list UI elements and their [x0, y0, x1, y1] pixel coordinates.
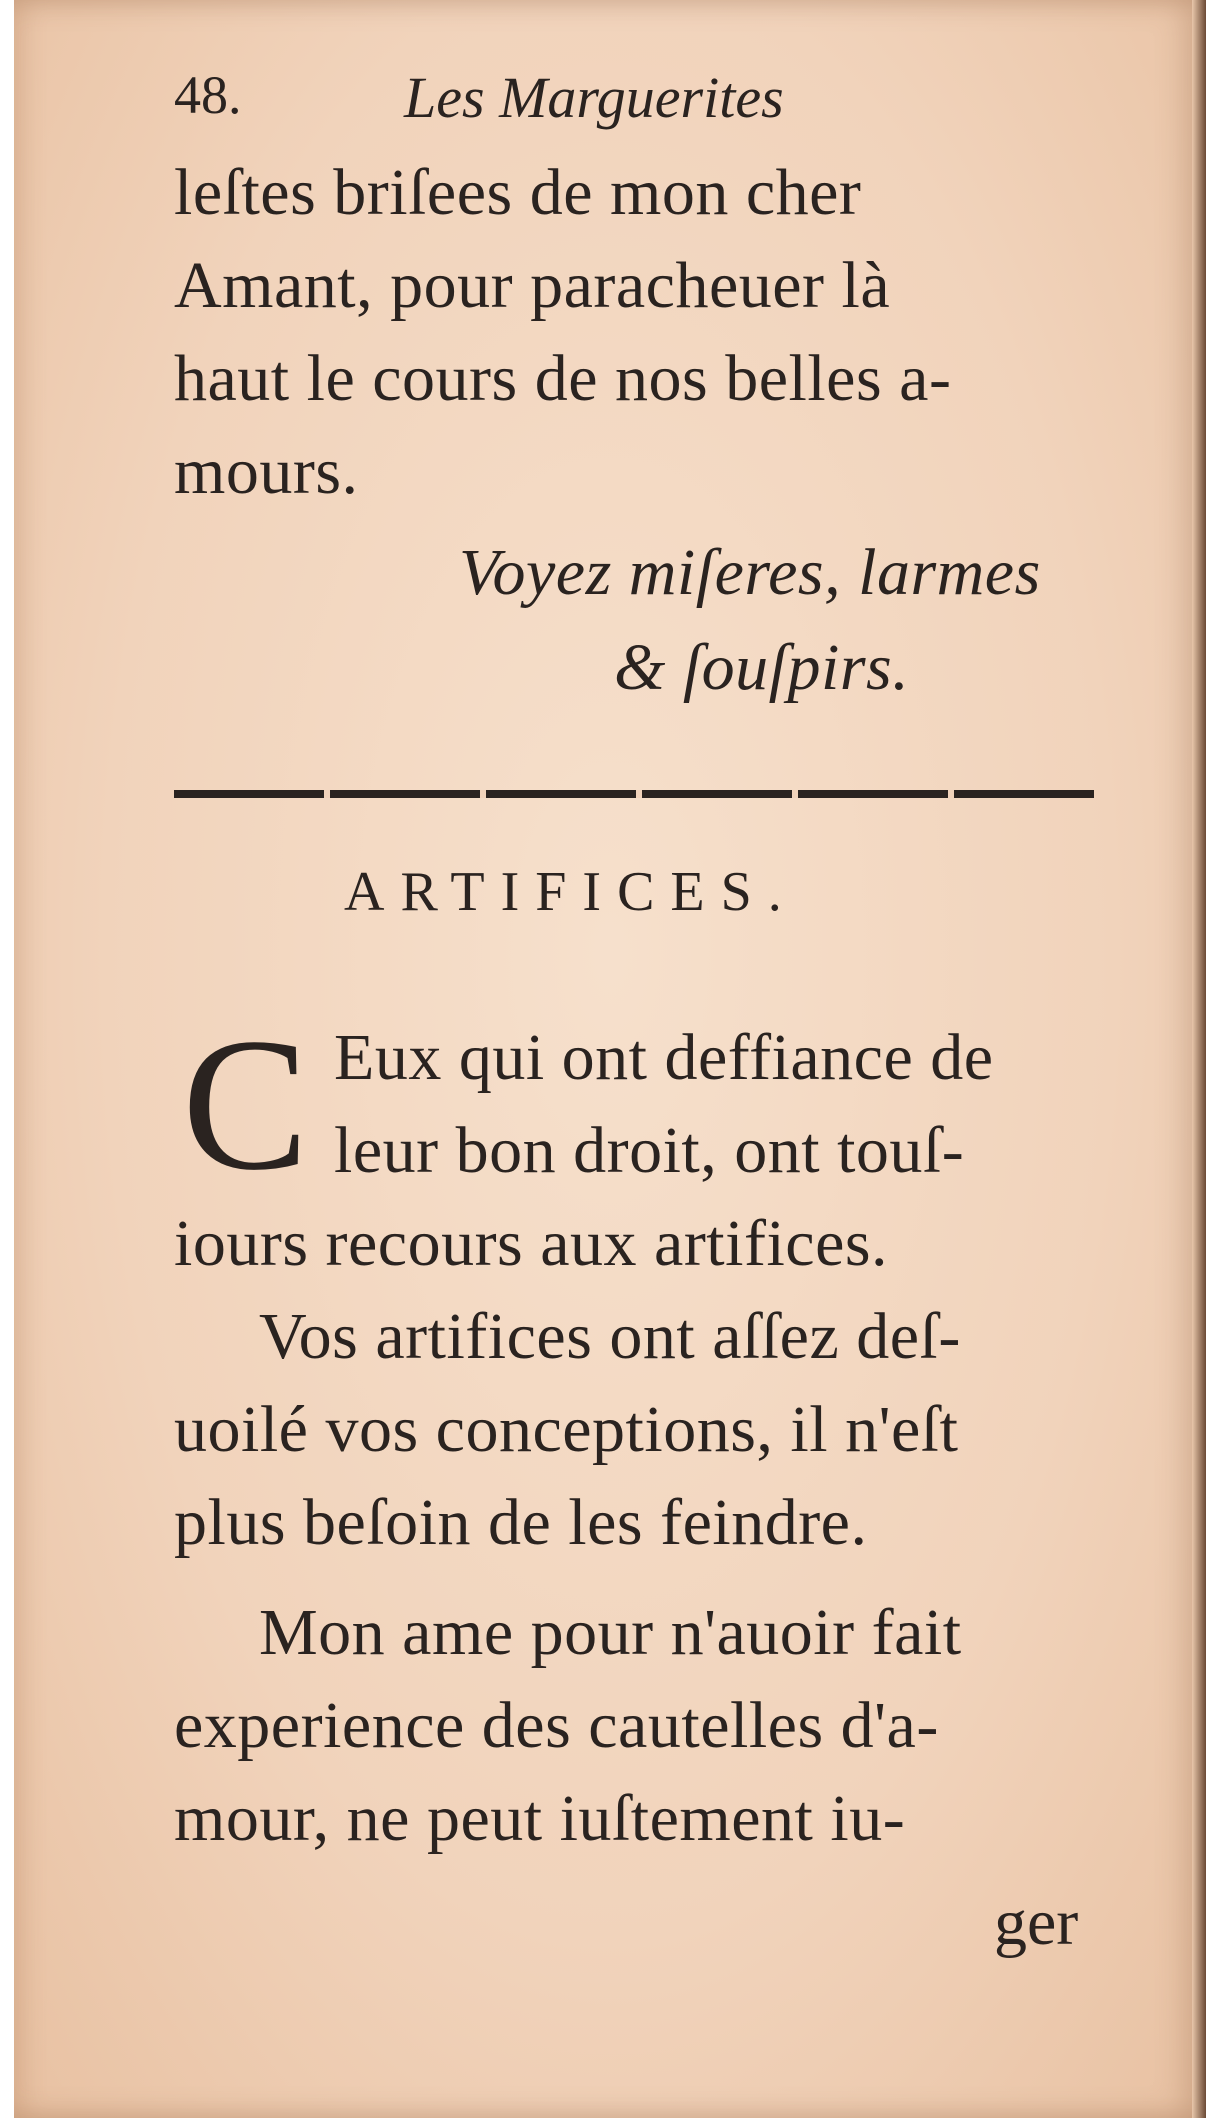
section-line-6: plus beſoin de les feindre. [174, 1486, 868, 1559]
page-number: 48. [174, 65, 242, 125]
text-line-2: Amant, pour paracheuer là [174, 249, 891, 322]
verse-line-2: & ſouſpirs. [614, 631, 910, 704]
running-title: Les Marguerites [404, 65, 784, 130]
verse-line-1: Voyez miſeres, larmes [459, 536, 1041, 609]
section-line-4: Vos artifices ont aſſez deſ- [259, 1300, 961, 1373]
section-line-8: experience des cautelles d'a- [174, 1689, 939, 1762]
section-line-2: leur bon droit, ont touſ- [334, 1114, 965, 1187]
section-rule [174, 790, 1094, 798]
section-heading: ARTIFICES. [344, 861, 798, 923]
text-line-1: leſtes briſees de mon cher [174, 156, 862, 229]
section-line-9: mour, ne peut iuſtement iu- [174, 1782, 906, 1855]
section-line-1: Eux qui ont deffiance de [334, 1021, 994, 1094]
section-line-7: Mon ame pour n'auoir fait [259, 1596, 962, 1669]
page-edge [1192, 0, 1206, 2118]
drop-cap: C [182, 1000, 309, 1210]
catchword: ger [994, 1886, 1079, 1959]
section-line-3: iours recours aux artifices. [174, 1207, 889, 1280]
book-page [14, 0, 1206, 2118]
section-line-5: uoilé vos conceptions, il n'eſt [174, 1393, 959, 1466]
text-line-3: haut le cours de nos belles a- [174, 342, 952, 415]
text-line-4: mours. [174, 435, 359, 508]
